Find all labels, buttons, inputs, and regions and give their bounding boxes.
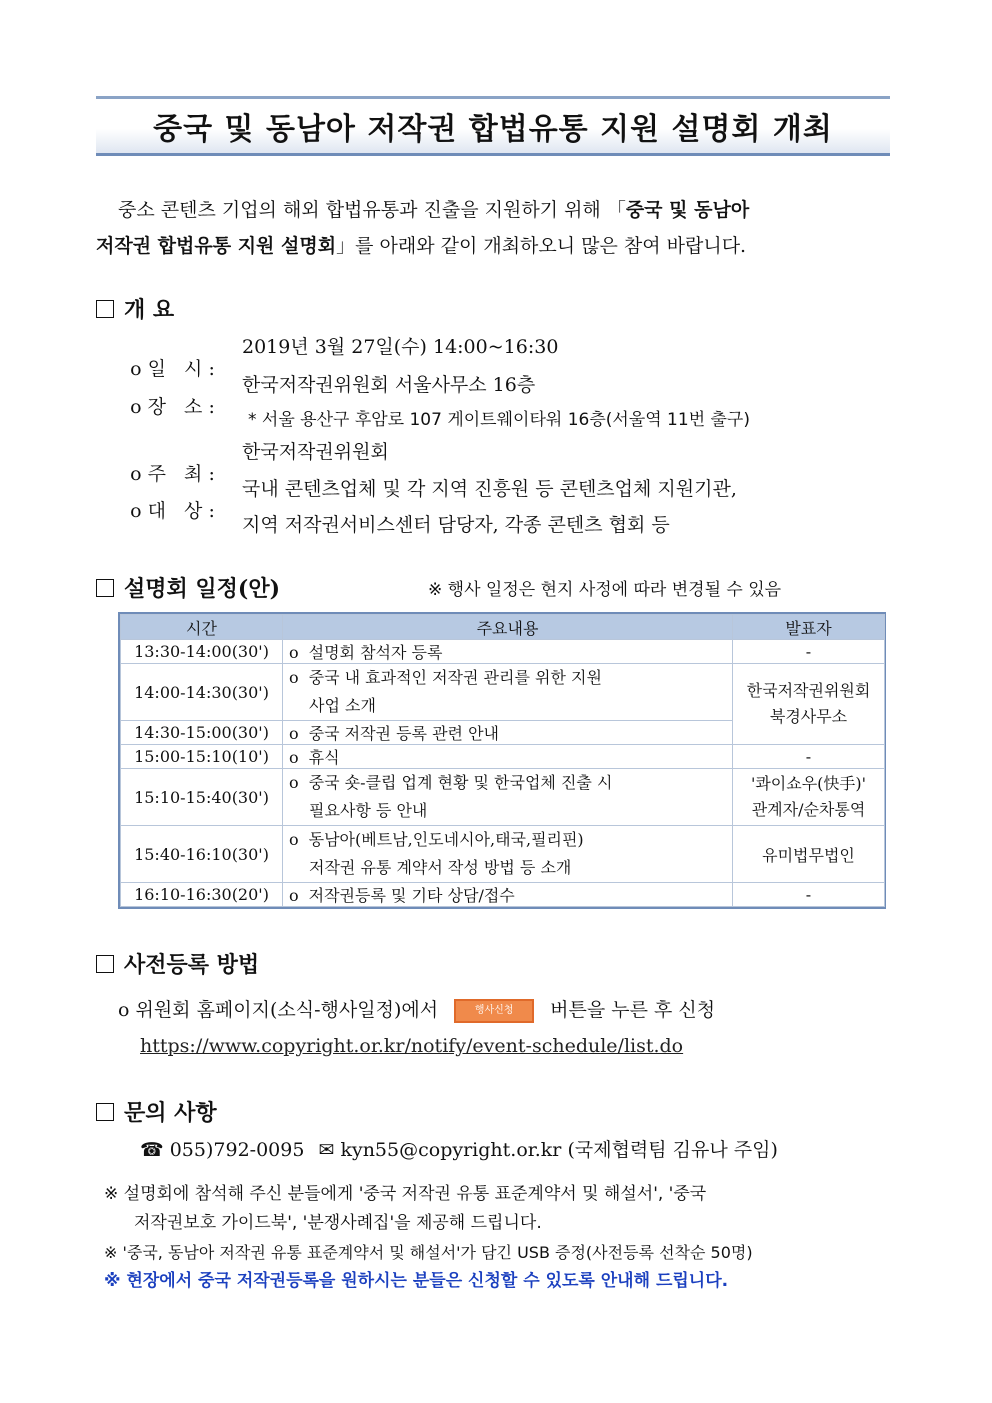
event-apply-button[interactable]: 행사신청 xyxy=(454,999,534,1023)
intro-text: 중소 콘텐츠 기업의 해외 합법유통과 진출을 지원하기 위해 「 xyxy=(118,199,626,221)
document-title: 중국 및 동남아 저작권 합법유통 지원 설명회 개최 xyxy=(153,112,833,147)
col-content-header: 주요내용 xyxy=(283,615,733,640)
mail-icon: ✉ xyxy=(318,1139,335,1161)
registration-heading-label: 사전등록 방법 xyxy=(124,952,260,978)
contact-line xyxy=(140,1135,778,1162)
time-cell: 15:40-16:10(30') xyxy=(121,826,283,883)
speaker-cell: '콰이쇼우(快手)' 관계자/순차통역 xyxy=(733,769,885,826)
contact-heading xyxy=(96,1096,217,1127)
speaker-cell: - xyxy=(733,640,885,664)
place-note: * 서울 용산구 후암로 107 게이트웨이타워 16층(서울역 11번 출구) xyxy=(248,410,750,430)
speaker-cell: - xyxy=(733,883,885,907)
place-value: 한국저작권위원회 서울사무소 16층 xyxy=(242,374,536,396)
time-cell: 14:00-14:30(30') xyxy=(121,664,283,721)
registration-heading xyxy=(96,948,259,979)
overview-target-row xyxy=(118,474,215,523)
document-title-box xyxy=(96,96,890,156)
host-label: o 주 최 : xyxy=(130,463,215,485)
table-row xyxy=(121,664,885,721)
registration-line xyxy=(118,995,715,1023)
contact-email[interactable]: kyn55@copyright.or.kr xyxy=(340,1139,562,1161)
contact-phone: 055)792-0095 xyxy=(169,1139,305,1161)
checkbox-square-icon xyxy=(96,1103,114,1121)
time-cell: 15:00-15:10(10') xyxy=(121,745,283,769)
table-row xyxy=(121,883,885,907)
checkbox-square-icon xyxy=(96,955,114,973)
table-row xyxy=(121,769,885,826)
registration-text: o 위원회 홈페이지(소식-행사일정)에서 xyxy=(118,999,439,1021)
speaker-cell: 유미법무법인 xyxy=(733,826,885,883)
speaker-cell: 한국저작권위원회 북경사무소 xyxy=(733,664,885,745)
phone-icon: ☎ xyxy=(140,1139,164,1161)
content-cell: o 동남아(베트남,인도네시아,태국,필리핀) 저작권 유통 계약서 작성 방법 등 소개 xyxy=(283,826,733,883)
speaker-cell: - xyxy=(733,745,885,769)
note-1: ※ 설명회에 참석해 주신 분들에게 '중국 저작권 유통 표준계약서 및 해설서', '중국 xyxy=(104,1184,707,1204)
notes-block xyxy=(104,1180,753,1296)
date-value: 2019년 3월 27일(수) 14:00~16:30 xyxy=(242,336,559,358)
schedule-table-frame xyxy=(118,612,886,909)
note-1-cont: 저작권보호 가이드북', '분쟁사례집'을 제공해 드립니다. xyxy=(134,1213,542,1233)
date-label: o 일 시 : xyxy=(130,358,215,380)
schedule-heading xyxy=(96,572,280,603)
content-cell: o 휴식 xyxy=(283,745,733,769)
note-2: ※ '중국, 동남아 저작권 유통 표준계약서 및 해설서'가 담긴 USB 증정(사전등록 선착순 50명) xyxy=(104,1243,753,1262)
intro-event-name-part1: 중국 및 동남아 xyxy=(625,199,750,221)
table-header-row xyxy=(121,615,885,640)
table-row xyxy=(121,640,885,664)
intro-event-name-part2: 저작권 합법유통 지원 설명회 xyxy=(96,235,337,257)
target-value-1: 국내 콘텐츠업체 및 각 지역 진흥원 등 콘텐츠업체 지원기관, xyxy=(242,478,737,500)
col-speaker-header: 발표자 xyxy=(733,615,885,640)
intro-text-end: 」를 아래와 같이 개최하오니 많은 참여 바랍니다. xyxy=(336,235,747,257)
overview-place-row xyxy=(118,370,215,419)
content-cell: o 중국 숏-클립 업계 현황 및 한국업체 진출 시 필요사항 등 안내 xyxy=(283,769,733,826)
host-value: 한국저작권위원회 xyxy=(242,441,389,463)
schedule-note: ※ 행사 일정은 현지 사정에 따라 변경될 수 있음 xyxy=(428,580,782,600)
checkbox-square-icon xyxy=(96,579,114,597)
time-cell: 15:10-15:40(30') xyxy=(121,769,283,826)
registration-url[interactable]: https://www.copyright.or.kr/notify/event-schedule/list.do xyxy=(140,1035,684,1057)
registration-text-end: 버튼을 누른 후 신청 xyxy=(550,999,716,1021)
target-label: o 대 상 : xyxy=(130,500,215,522)
table-row xyxy=(121,826,885,883)
schedule-table xyxy=(120,614,885,907)
col-time-header: 시간 xyxy=(121,615,283,640)
intro-line-2 xyxy=(96,228,896,264)
overview-heading xyxy=(96,293,174,324)
table-row xyxy=(121,745,885,769)
note-3-highlight: ※ 현장에서 중국 저작권등록을 원하시는 분들은 신청할 수 있도록 안내해 드립니다. xyxy=(104,1271,729,1291)
time-cell: 13:30-14:00(30') xyxy=(121,640,283,664)
content-cell: o 설명회 참석자 등록 xyxy=(283,640,733,664)
content-cell: o 저작권등록 및 기타 상담/접수 xyxy=(283,883,733,907)
time-cell: 14:30-15:00(30') xyxy=(121,721,283,745)
content-cell: o 중국 내 효과적인 저작권 관리를 위한 지원 사업 소개 xyxy=(283,664,733,721)
contact-heading-label: 문의 사항 xyxy=(124,1100,217,1126)
contact-person: (국제협력팀 김유나 주임) xyxy=(567,1139,778,1161)
target-value-2: 지역 저작권서비스센터 담당자, 각종 콘텐츠 협회 등 xyxy=(242,514,670,536)
content-cell: o 중국 저작권 등록 관련 안내 xyxy=(283,721,733,745)
overview-heading-label: 개 요 xyxy=(124,297,175,323)
registration-link[interactable] xyxy=(140,1035,683,1057)
intro-line-1 xyxy=(96,192,896,228)
checkbox-square-icon xyxy=(96,300,114,318)
schedule-heading-label: 설명회 일정(안) xyxy=(124,576,280,602)
time-cell: 16:10-16:30(20') xyxy=(121,883,283,907)
intro-paragraph xyxy=(96,192,896,264)
place-label: o 장 소 : xyxy=(130,396,215,418)
